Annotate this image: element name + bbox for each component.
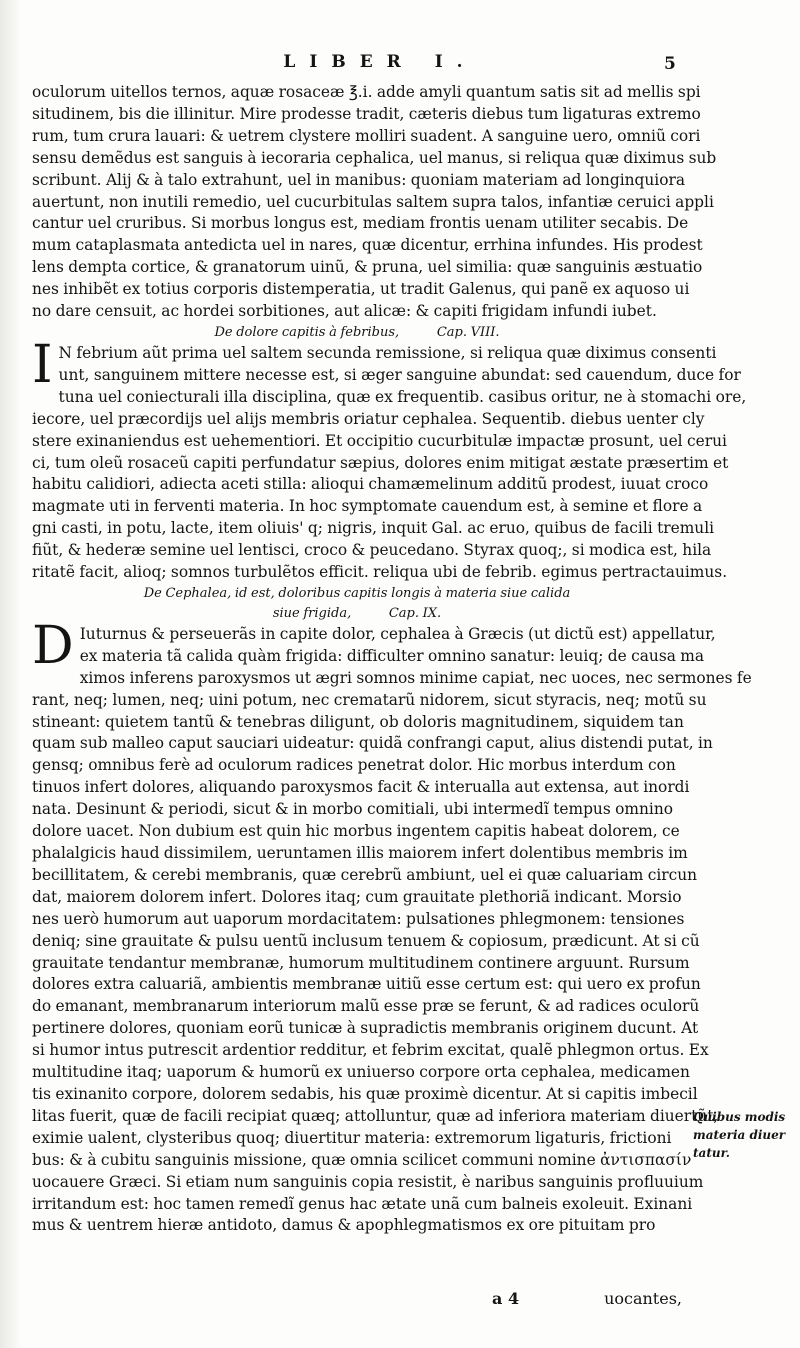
running-head: LIBER I. — [283, 52, 477, 72]
text-line: litas fuerit, quæ de facili recipiat quæq; attolluntur, quæ ad inferiora materiam diuertũt, — [32, 1106, 719, 1125]
text-line: ci, tum oleũ rosaceũ capiti perfundatur sæpius, dolores enim mitigat æstate præsertim et — [32, 453, 729, 472]
chapter-8-title: De dolore capitis à febribus, — [214, 324, 400, 340]
chapter-9-title: De Cephalea, id est, doloribus capitis longis à materia siue calida — [143, 585, 571, 601]
chapter-9-number: Cap. IX. — [388, 605, 442, 621]
text-line: mus & uentrem hieræ antidoto, damus & apophlegmatismos ex ore pituitam pro — [32, 1216, 656, 1235]
marginal-note-line: materia diuer — [693, 1128, 786, 1142]
text-line: dolores extra caluariã, ambientis membranæ uitiũ esse certum est: qui uero ex profun — [32, 975, 701, 994]
text-line: sensu demẽdus est sanguis à iecoraria cephalica, uel manus, si reliqua quæ diximus sub — [32, 148, 717, 167]
text-line: ximos inferens paroxysmos ut ægri somnos minime capiat, nec uoces, nec sermones fe — [79, 668, 752, 687]
text-line: ritatẽ facit, alioq; somnos turbulẽtos efficit. reliqua ubi de febrib. egimus pertractauimus. — [32, 563, 728, 582]
text-line: multitudine itaq; uaporum & humorũ ex uniuerso corpore orta cephalea, medicamen — [32, 1063, 690, 1082]
text-line: quam sub malleo caput sauciari uideatur: quidã confrangi caput, alius distendi putat, in — [32, 734, 713, 753]
text-line: nata. Desinunt & periodi, sicut & in morbo comitiali, ubi intermedĩ tempus omnino — [32, 800, 674, 819]
text-line: bus: & à cubitu sanguinis missione, quæ omnia scilicet communi nomine ἀντισπασίν — [32, 1150, 692, 1169]
text-line: grauitate tendantur membranæ, humorum multitudinem continere arguunt. Rursum — [32, 953, 690, 972]
text-line: dolore uacet. Non dubium est quin hic morbus ingentem capitis habeat dolorem, ce — [32, 822, 680, 841]
text-line: N febrium aũt prima uel saltem secunda remissione, si reliqua quæ diximus consenti — [58, 343, 717, 362]
page-edge-shadow — [0, 0, 22, 1348]
paragraph-1 — [32, 82, 717, 323]
text-line: dat, maiorem dolorem infert. Dolores itaq; cum grauitate plethoriã indicant. Morsio — [32, 887, 682, 906]
folio-number: 5 — [664, 54, 676, 74]
text-line: tis exinanito corpore, dolorem sedabis, his quæ proximè dicentur. At si capitis imbecil — [32, 1084, 698, 1103]
text-line: stere exinaniendus est uehementiori. Et occipitio cucurbitulæ impactæ prosunt, uel cerui — [32, 431, 727, 450]
text-line: deniq; sine grauitate & pulsu uentũ inclusum tenuem & copiosum, prædicunt. At si cũ — [32, 931, 700, 950]
initial-letter-I: I — [32, 334, 53, 395]
text-line: habitu calidiori, adiecta aceti stilla: alioqui chamæmelinum additũ prodest, iuuat croco — [32, 475, 709, 494]
text-line: uocauere Græci. Si etiam num sanguinis copia resistit, è naribus sanguinis profluuium — [32, 1172, 704, 1191]
text-line: si humor intus putrescit ardentior redditur, et febrim excitat, qualẽ phlegmon ortus. Ex — [32, 1041, 709, 1060]
text-line: irritandum est: hoc tamen remedĩ genus hac ætate unã cum balneis exoleuit. Exinani — [32, 1194, 693, 1213]
text-line: situdinem, bis die illinitur. Mire prodesse tradit, cæteris diebus tum ligaturas extremo — [32, 104, 701, 123]
text-line: unt, sanguinem mittere necesse est, si æger sanguine abundat: sed cauendum, duce for — [58, 365, 741, 384]
text-line: cantur uel cruribus. Si morbus longus est, mediam frontis uenam utiliter secabis. De — [32, 214, 689, 233]
text-line: no dare censuit, ac hordei sorbitiones, aut alicæ: & capiti frigidam infundi iubet. — [32, 302, 657, 321]
text-line: gni casti, in potu, lacte, item oliuis' q; nigris, inquit Gal. ac eruo, quibus de facili tremuli — [32, 519, 715, 538]
text-line: nes uerò humorum aut uaporum mordacitatem: pulsationes phlegmonem: tensiones — [32, 909, 685, 928]
signature-mark: a 4 — [492, 1289, 520, 1308]
text-line: stineant: quietem tantũ & tenebras diligunt, ob doloris magnitudinem, siquidem tan — [32, 712, 684, 731]
chapter-8-heading — [32, 323, 682, 343]
paragraph-2 — [32, 334, 747, 584]
initial-letter-D: D — [32, 615, 74, 676]
text-line: ex materia tã calida quàm frigida: difficulter omnino sanatur: leuiq; de causa ma — [79, 646, 705, 665]
text-line: auertunt, non inutili remedio, uel cucurbitulas saltem supra talos, infantiæ ceruici appli — [32, 192, 714, 211]
text-line: eximie ualent, clysteribus quoq; diuertitur materia: extremorum ligaturis, frictioni — [32, 1128, 672, 1147]
text-line: magmate uti in ferventi materia. In hoc symptomate cauendum est, à semine et flore a — [32, 497, 703, 516]
text-line: tuna uel coniecturali illa disciplina, quæ ex frequentib. casibus oritur, ne à stomachi ore, — [58, 387, 747, 406]
text-line: nes inhibẽt ex totius corporis distemperatia, ut tradit Galenus, qui panẽ ex aquoso ui — [32, 280, 690, 299]
text-line: gensq; omnibus ferè ad oculorum radices penetrat dolor. Hic morbus interdum con — [32, 756, 676, 775]
text-line: oculorum uitellos ternos, aquæ rosaceæ ℥.i. adde amyli quantum satis sit ad mellis spi — [32, 83, 701, 101]
marginal-note-line: Quibus modis — [693, 1110, 786, 1124]
text-line: mum cataplasmata antedicta uel in nares, quæ dicentur, errhina infundes. His prodest — [32, 236, 703, 255]
text-line: scribunt. Alij & à talo extrahunt, uel in manibus: quoniam materiam ad longinquiora — [32, 170, 686, 189]
text-line: fiũt, & hederæ semine uel lentisci, croco & peucedano. Styrax quoq;, si modica est, hila — [32, 541, 712, 560]
chapter-9-title-2: siue frigida, — [272, 605, 352, 621]
chapter-9-heading — [32, 584, 682, 604]
text-line: do emanant, membranarum interiorum malũ esse præ se ferunt, & ad radices oculorũ — [32, 997, 700, 1016]
text-line: iecore, uel præcordijs uel alijs membris oriatur cephalea. Sequentib. diebus uenter cly — [32, 409, 705, 428]
marginal-note — [693, 1108, 798, 1162]
text-line: rum, tum crura lauari: & uetrem clystere molliri suadent. A sanguine uero, omniũ cori — [32, 126, 701, 145]
text-line: rant, neq; lumen, neq; uini potum, nec crematarũ nidorem, sicut styracis, neq; motũ su — [32, 690, 707, 709]
text-line: lens dempta cortice, & granatorum uinũ, & pruna, uel similia: quæ sanguinis æstuatio — [32, 258, 703, 277]
page-footer — [32, 1289, 682, 1313]
chapter-9-heading-line-2 — [32, 604, 682, 624]
marginal-note-line: tatur. — [693, 1146, 730, 1160]
text-line: Iuturnus & perseuerãs in capite dolor, cephalea à Græcis (ut dictũ est) appellatur, — [79, 624, 716, 643]
text-line: becillitatem, & cerebi membranis, quæ cerebrũ ambiunt, uel ei quæ caluariam circun — [32, 865, 698, 884]
text-line: phalalgicis haud dissimilem, ueruntamen illis maiorem infert dolentibus membris im — [32, 844, 688, 862]
chapter-8-number: Cap. VIII. — [436, 324, 500, 340]
text-line: tinuos infert dolores, aliquando paroxysmos facit & interualla aut extensa, aut inordi — [32, 778, 690, 797]
catchword: uocantes, — [604, 1289, 682, 1308]
text-line: pertinere dolores, quoniam eorũ tunicæ à supradictis membranis originem ducunt. At — [32, 1019, 699, 1038]
paragraph-2-lines — [32, 334, 747, 584]
